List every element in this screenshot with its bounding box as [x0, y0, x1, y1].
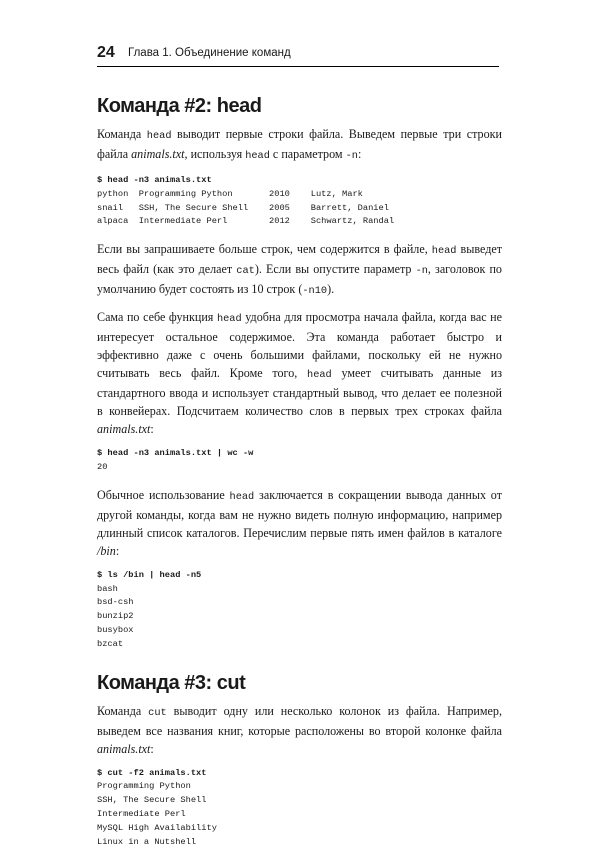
text-run: , используя	[184, 147, 246, 161]
page-number: 24	[97, 44, 115, 61]
text-run: :	[115, 543, 120, 558]
code-block-ls-bin	[97, 569, 502, 652]
text-run: выводит первые строки файла. Выведем первые три строки файла	[97, 127, 502, 161]
text-run: ).	[327, 282, 335, 297]
section-heading-head: Команда #2: head	[97, 95, 262, 117]
code-output: bash bsd-csh bunzip2 busybox bzcat	[97, 583, 134, 649]
paragraph-head-more-lines	[97, 240, 502, 300]
text-run: умеет считывать данные из стандартного ввода и использует стандартный вывод, что делает ее полезной в конвейерах. Подсчитаем количество слов в первых трех строках файла	[97, 366, 502, 419]
text-run: выведет весь файл (как это делает	[97, 242, 503, 277]
text-run: Команда	[97, 703, 149, 718]
code-block-cut	[97, 767, 502, 849]
paragraph-head-usage	[97, 308, 502, 438]
text-run: Если вы запрашиваете больше строк, чем содержится в файле,	[97, 242, 432, 257]
paragraph-cut-intro	[97, 702, 502, 758]
code-output: python Programming Python 2010 Lutz, Mark snail SSH, The Secure Shell 2005 Barrett, Daniel alpaca Intermediate Perl 2012 Schwartz, Randal	[97, 188, 395, 227]
text-run: :	[150, 422, 154, 437]
text-run: Обычное использование	[97, 487, 230, 502]
inline-code: cut	[148, 706, 167, 719]
code-output: Programming Python SSH, The Secure Shell Intermediate Perl MySQL High Availability Linux in a Nutshell	[97, 781, 217, 847]
inline-code: head	[146, 130, 172, 142]
inline-code: head	[307, 369, 332, 382]
inline-code: head	[431, 245, 457, 258]
file-name: animals.txt	[97, 422, 151, 437]
paragraph-head-pipe	[97, 486, 502, 560]
inline-code: head	[245, 150, 270, 162]
inline-code: -n	[345, 150, 358, 162]
chapter-title: Глава 1. Объединение команд	[128, 47, 291, 59]
text-run: Сама по себе функция	[97, 310, 217, 325]
code-command: $ cut -f2 animals.txt	[97, 767, 207, 778]
text-run: удобна для просмотра начала файла, когда вас не интересует остальное содержимое. Эта команда работает быстро и эффективно даже с очень большими файлами, поскольку ей не нужно считывать весь файл. Кроме того,	[97, 310, 502, 381]
code-command: $ head -n3 animals.txt | wc -w	[97, 448, 254, 459]
code-output: 20	[97, 461, 108, 472]
code-block-head-n3	[97, 174, 502, 229]
inline-code: head	[216, 313, 242, 326]
directory-name: /bin	[97, 543, 116, 558]
inline-code: head	[229, 490, 255, 503]
section-heading-cut: Команда #3: cut	[97, 671, 246, 694]
inline-code: cat	[236, 265, 255, 278]
inline-code: -n	[415, 265, 428, 278]
paragraph-head-intro	[97, 125, 502, 165]
code-command: $ head -n3 animals.txt	[97, 175, 212, 185]
code-command: $ ls /bin | head -n5	[97, 569, 202, 580]
inline-code: -n10	[302, 285, 328, 298]
text-run: выводит одну или несколько колонок из файла. Например, выведем все названия книг, которые расположены во второй колонке файла	[97, 703, 502, 738]
file-name: animals.txt	[97, 741, 151, 756]
text-run: Команда	[97, 127, 147, 141]
code-block-head-wc	[97, 447, 502, 475]
page-content	[97, 93, 502, 849]
text-run: :	[357, 147, 362, 161]
text-run: , заголовок по умолчанию будет состоять из 10 строк (	[97, 262, 502, 297]
text-run: с параметром	[269, 147, 346, 161]
text-run: ). Если вы опустите параметр	[254, 262, 416, 277]
text-run: заключается в сокращении вывода данных от другой команды, когда вам не нужно видеть полную информацию, например длинный список каталогов. Перечислим первые пять имен файлов в каталоге	[97, 487, 502, 540]
running-header	[97, 44, 499, 67]
file-name: animals.txt	[131, 147, 185, 161]
text-run: :	[150, 741, 154, 756]
